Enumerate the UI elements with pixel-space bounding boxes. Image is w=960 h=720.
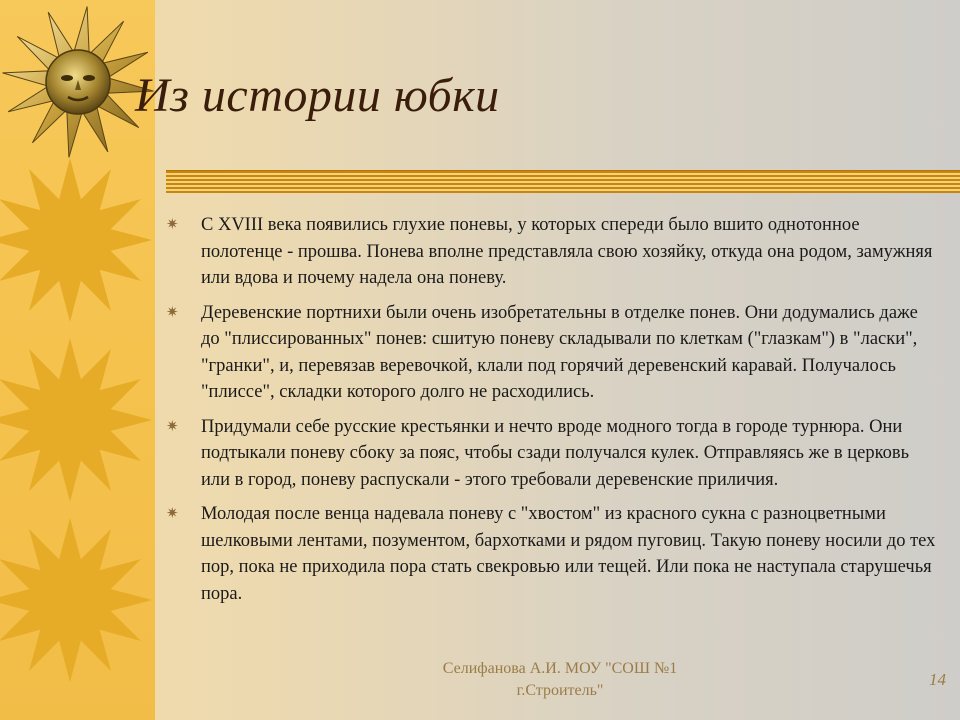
sun-decoration-icon <box>30 200 110 280</box>
bullet-text: Придумали себе русские крестьянки и нечто вроде модного тогда в городе турнюра. Они подтыкали поневу сбоку за пояс, чтобы сзади получался кулек. Отправляясь же в церковь или в город, поневу распускали - этого требовали деревенские приличия. <box>201 416 910 490</box>
list-item <box>166 300 936 406</box>
sun-bullet-icon: ✷ <box>166 217 179 233</box>
list-item <box>166 501 936 607</box>
footer-author <box>390 658 730 702</box>
list-item <box>166 212 936 292</box>
golden-sun-face-icon <box>3 7 154 158</box>
sun-bullet-icon: ✷ <box>166 304 179 321</box>
slide-number: 14 <box>929 670 946 689</box>
list-item <box>166 414 936 494</box>
footer-line: г.Строитель" <box>516 682 604 699</box>
bullet-text: Деревенские портнихи были очень изобретательны в отделке понев. Они додумались даже до "плиссированных" понев: сшитую поневу складывали по клеткам ("глазкам") в "ласки", "гранки", и, перевязав веревочкой, клали под горячий деревенский каравай. Получалось "плиссе", складки которого долго не расходились. <box>201 302 918 402</box>
slide-title: Из истории юбки <box>135 69 500 122</box>
footer-line: Селифанова А.И. МОУ "СОШ №1 <box>442 660 678 677</box>
bullet-text: Молодая после венца надевала поневу с "хвостом" из красного сукна с разноцветными шелковыми лентами, позументом, бархотками и рядом пуговиц. Такую поневу носили до тех пор, пока не приходила пора стать свекровью или тещей. Или пока не наступала старушечья пора. <box>201 504 936 604</box>
sun-bullet-icon: ✷ <box>166 418 179 435</box>
bullet-text: С XVIII века появились глухие поневы, у которых спереди было вшито однотонное полотенце - прошва. Понева вполне представляла свою хозяйку, откуда она родом, замужняя или вдова и почему надела она поневу. <box>201 215 933 288</box>
sun-decoration-icon <box>30 560 110 640</box>
sun-decoration-icon <box>30 380 110 460</box>
bullet-list <box>166 212 936 615</box>
sun-bullet-icon: ✷ <box>166 506 179 522</box>
title-divider <box>166 170 960 193</box>
